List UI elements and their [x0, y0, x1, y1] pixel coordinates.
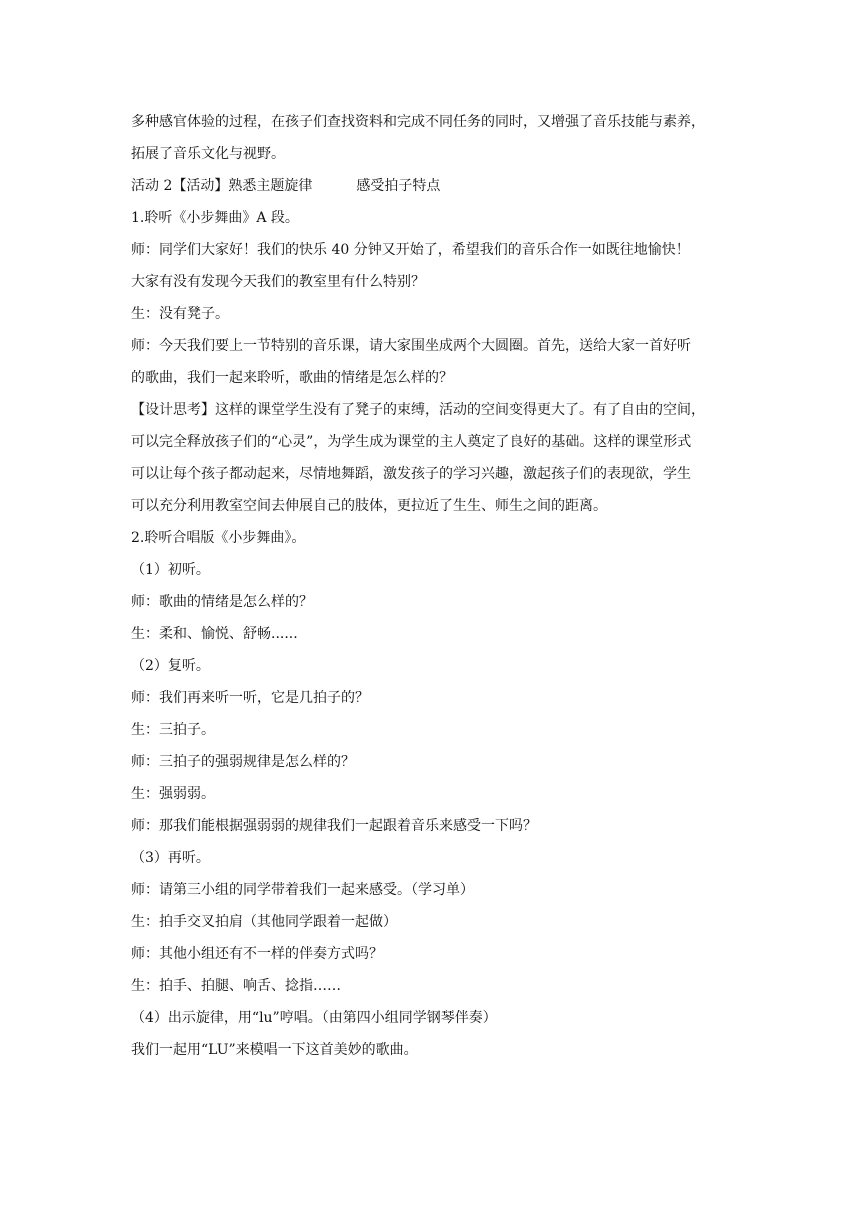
teacher-line: 师：同学们大家好！我们的快乐 40 分钟又开始了，希望我们的音乐合作一如既往地愉快！ [131, 242, 690, 258]
teacher-line: 师：今天我们要上一节特别的音乐课，请大家围坐成两个大圆圈。首先，送给大家一首好听 [131, 338, 691, 354]
step-label: （4）出示旋律，用“lu”哼唱。（由第四小组同学钢琴伴奏） [131, 1010, 497, 1026]
student-line: 生：强弱弱。 [131, 786, 215, 802]
teacher-line: 师：三拍子的强弱规律是怎么样的？ [131, 754, 355, 770]
teacher-line: 师：其他小组还有不一样的伴奏方式吗？ [131, 946, 383, 962]
design-thinking-line: 【设计思考】这样的课堂学生没有了凳子的束缚，活动的空间变得更大了。有了自由的空间， [131, 402, 705, 418]
student-line: 生：没有凳子。 [131, 306, 229, 322]
teacher-line: 大家有没有发现今天我们的教室里有什么特别？ [131, 274, 425, 290]
step-label: （3）再听。 [131, 850, 210, 866]
student-line: 生：拍手交叉拍肩（其他同学跟着一起做） [131, 914, 397, 930]
step-label: （2）复听。 [131, 658, 210, 674]
student-line: 生：柔和、愉悦、舒畅...... [131, 626, 298, 642]
section-item: 1.聆听《小步舞曲》A 段。 [131, 210, 299, 226]
design-thinking-line: 可以充分利用教室空间去伸展自己的肢体，更拉近了生生、师生之间的距离。 [131, 498, 607, 514]
intro-paragraph-line: 拓展了音乐文化与视野。 [131, 146, 285, 162]
design-thinking-line: 可以让每个孩子都动起来，尽情地舞蹈，激发孩子的学习兴趣，激起孩子们的表现欲，学生 [131, 466, 691, 482]
step-label: （1）初听。 [131, 562, 210, 578]
activity-heading [131, 170, 731, 202]
teacher-line: 师：我们再来听一听，它是几拍子的？ [131, 690, 369, 706]
activity-heading-subtitle: 感受拍子特点 [356, 178, 441, 194]
teacher-line: 师：歌曲的情绪是怎么样的？ [131, 594, 313, 610]
closing-line: 我们一起用“LU”来模唱一下这首美妙的歌曲。 [131, 1042, 418, 1058]
design-thinking-line: 可以完全释放孩子们的“心灵”，为学生成为课堂的主人奠定了良好的基础。这样的课堂形式 [131, 434, 692, 450]
section-item: 2.聆听合唱版《小步舞曲》。 [131, 530, 306, 546]
teacher-line: 师：那我们能根据强弱弱的规律我们一起跟着音乐来感受一下吗？ [131, 818, 537, 834]
student-line: 生：三拍子。 [131, 722, 215, 738]
document-body [131, 106, 731, 1066]
activity-heading-title: 活动 2【活动】熟悉主题旋律 [131, 178, 313, 194]
teacher-line: 师：请第三小组的同学带着我们一起来感受。（学习单） [131, 882, 474, 898]
intro-paragraph-line: 多种感官体验的过程，在孩子们查找资料和完成不同任务的同时，又增强了音乐技能与素养， [131, 114, 705, 130]
teacher-line: 的歌曲，我们一起来聆听，歌曲的情绪是怎么样的？ [131, 370, 453, 386]
student-line: 生：拍手、拍腿、响舌、捻指…… [131, 978, 341, 994]
